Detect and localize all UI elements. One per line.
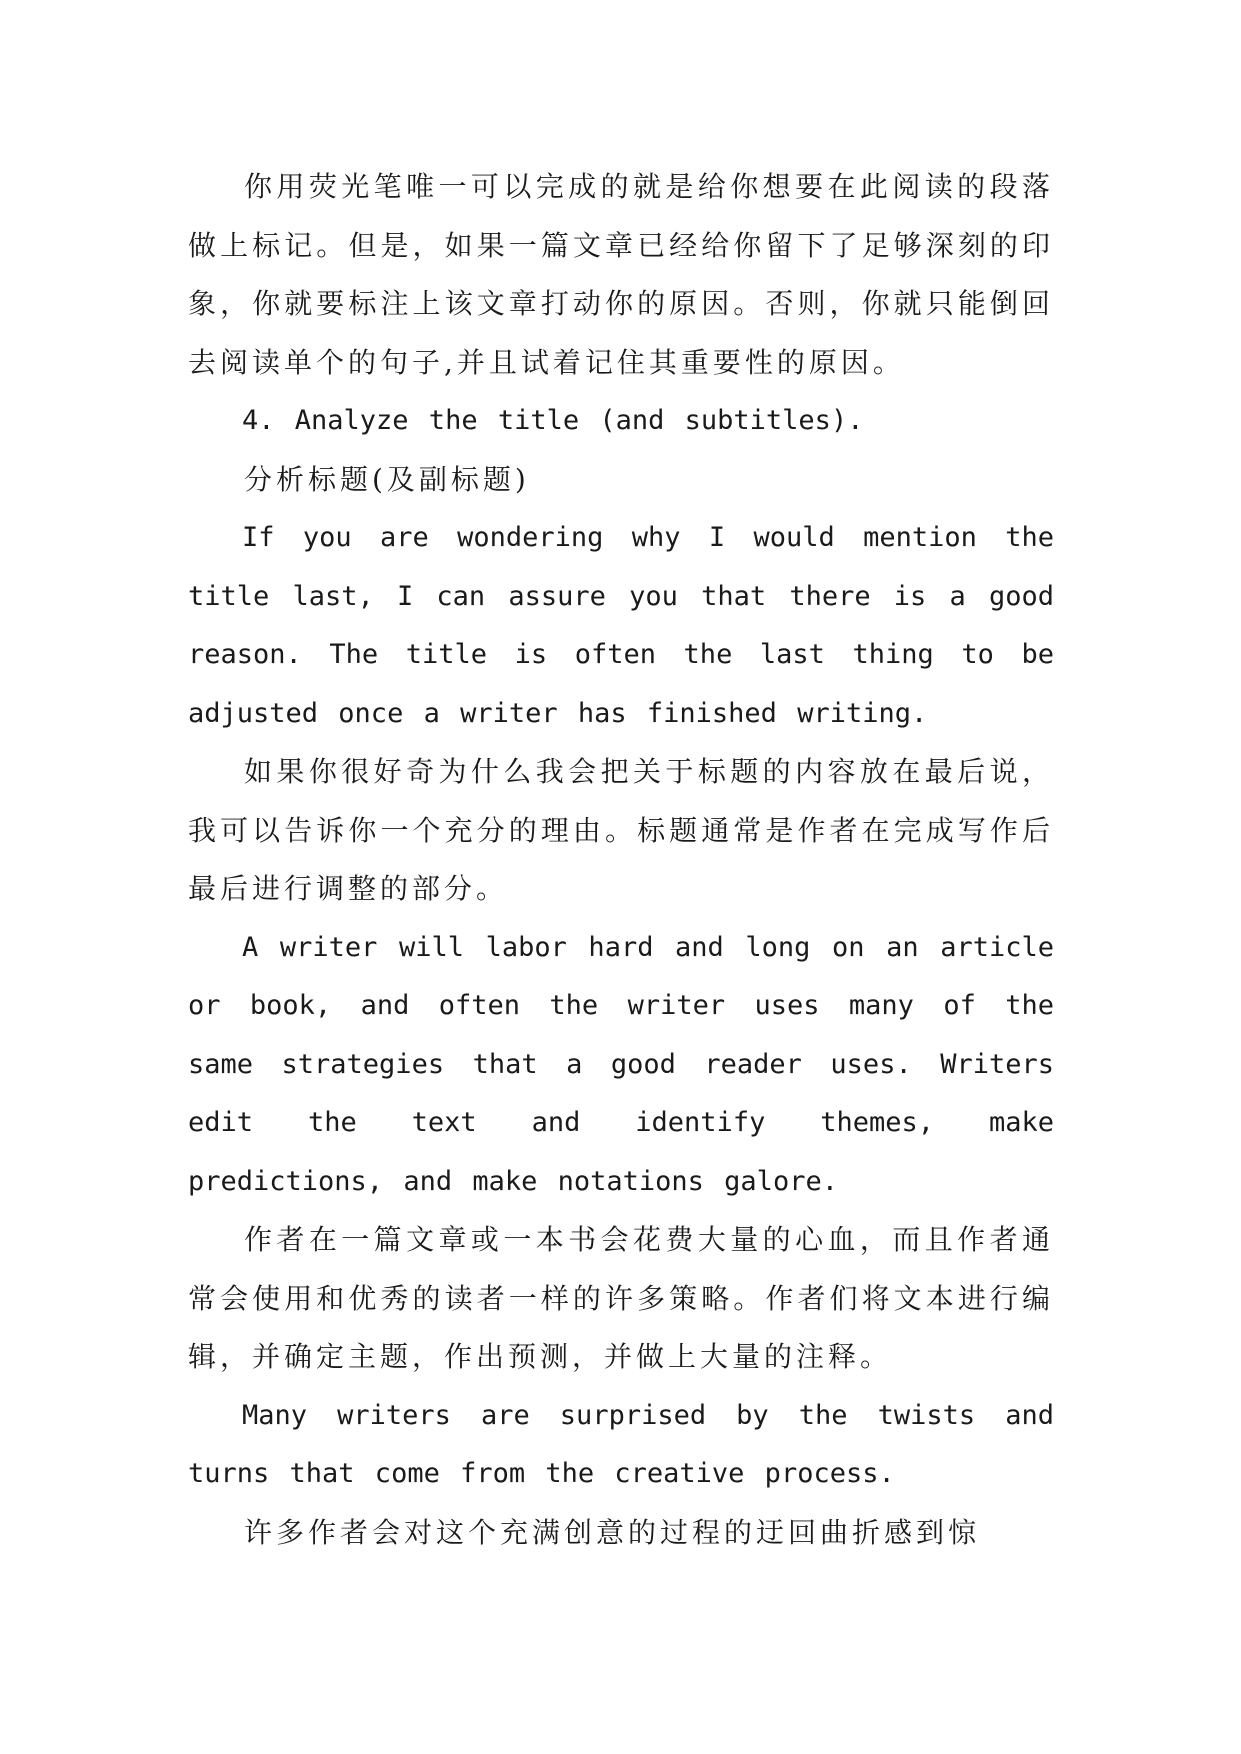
paragraph-twists-turns-zh: 许多作者会对这个充满创意的过程的迂回曲折感到惊 (244, 1515, 981, 1549)
paragraph-title-last-en: If you are wondering why I would mention the title last, I can assure you that there is a good reason. The title is often the last thing to be adjusted once a writer has finished writing. (188, 522, 1054, 729)
document-body (188, 158, 1054, 1562)
paragraph-highlighter-zh: 你用荧光笔唯一可以完成的就是给你想要在此阅读的段落做上标记。但是，如果一篇文章已经给你留下了足够深刻的印象，你就要标注上该文章打动你的原因。否则，你就只能倒回去阅读单个的句子,并且试着记住其重要性的原因。 (188, 170, 1054, 379)
section-heading-analyze-title: 4. Analyze the title (and subtitles). (242, 405, 864, 436)
section-heading-analyze-title-zh: 分析标题(及副标题) (244, 462, 530, 496)
paragraph-writer-labor-en: A writer will labor hard and long on an article or book, and often the writer uses many of the same strategies that a good reader uses. Writers edit the text and identify themes, make predictions, and make notations galore. (188, 931, 1054, 1197)
paragraph-title-last-zh: 如果你很好奇为什么我会把关于标题的内容放在最后说，我可以告诉你一个充分的理由。标题通常是作者在完成写作后最后进行调整的部分。 (188, 755, 1054, 905)
paragraph-twists-turns-en: Many writers are surprised by the twists and turns that come from the creative process. (188, 1399, 1054, 1489)
paragraph-writer-labor-zh: 作者在一篇文章或一本书会花费大量的心血，而且作者通常会使用和优秀的读者一样的许多策略。作者们将文本进行编辑，并确定主题，作出预测，并做上大量的注释。 (188, 1223, 1054, 1373)
